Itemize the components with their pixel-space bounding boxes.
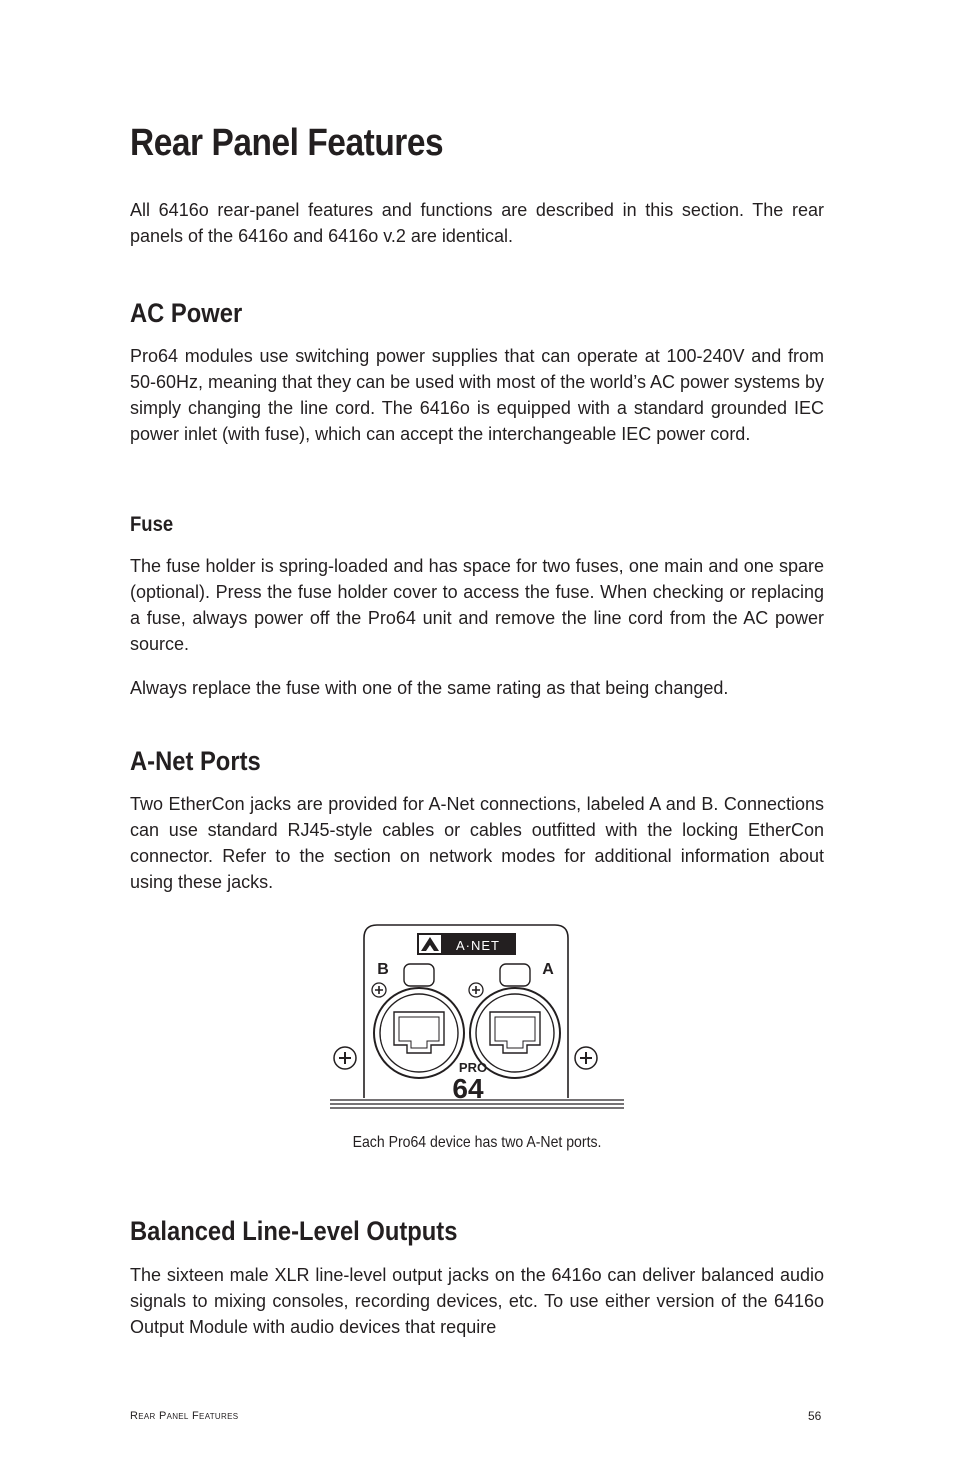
anet-heading: A-Net Ports xyxy=(130,746,261,776)
latch-tab-a xyxy=(500,964,530,986)
fuse-heading: Fuse xyxy=(130,513,174,536)
port-label-a: A xyxy=(542,961,554,978)
ac-power-paragraph: Pro64 modules use switching power supplies that can operate at 100-240V and from 50-60Hz, meaning that they can be used with most of the world’s AC power systems by simply changing the line cord. The 6416o is equipped with a standard grounded IEC power inlet (with fuse), which can accept the interchangeable IEC power cord. xyxy=(130,346,825,444)
latch-tab-b xyxy=(404,964,434,986)
anet-ports-figure xyxy=(328,920,628,1115)
page-title: Rear Panel Features xyxy=(130,122,444,164)
balanced-outputs-heading: Balanced Line-Level Outputs xyxy=(130,1216,458,1246)
pro-logo-text: PRO xyxy=(458,1060,488,1075)
screw-icon xyxy=(334,1047,356,1069)
ethercon-jack-b xyxy=(374,988,464,1078)
fuse-paragraph-2: Always replace the fuse with one of the same rating as that being changed. xyxy=(130,678,729,698)
pro-logo-number: 64 xyxy=(452,1073,484,1104)
intro-paragraph: All 6416o rear-panel features and functions are described in this section. The rear panels of the 6416o and 6416o v.2 are identical. xyxy=(130,200,824,246)
balanced-outputs-paragraph: The sixteen male XLR line-level output jacks on the 6416o can deliver balanced audio signals to mixing consoles, recording devices, etc. To use either version of the 6416o Output Module with audio devices that require xyxy=(130,1265,824,1337)
page-number: 56 xyxy=(808,1409,822,1423)
footer-section-name: Rear Panel Features xyxy=(130,1410,239,1422)
screw-icon xyxy=(372,983,386,997)
port-label-b: B xyxy=(377,961,389,978)
fuse-paragraph-1: The fuse holder is spring-loaded and has space for two fuses, one main and one spare (optional). Press the fuse holder cover to access the fuse. When checking or replacing a fuse, always power off the Pro64 unit and remove the line cord from the AC power source. xyxy=(130,556,824,654)
screw-icon xyxy=(575,1047,597,1069)
screw-icon xyxy=(469,983,483,997)
anet-paragraph: Two EtherCon jacks are provided for A-Net connections, labeled A and B. Connections can use standard RJ45-style cables or cables outfitted with the locking EtherCon connector. Refer to the section on network modes for additional information about using these jacks. xyxy=(130,794,824,892)
anet-logo-text: A·NET xyxy=(456,938,500,953)
ac-power-heading: AC Power xyxy=(130,298,243,328)
figure-caption: Each Pro64 device has two A-Net ports. xyxy=(352,1134,602,1151)
